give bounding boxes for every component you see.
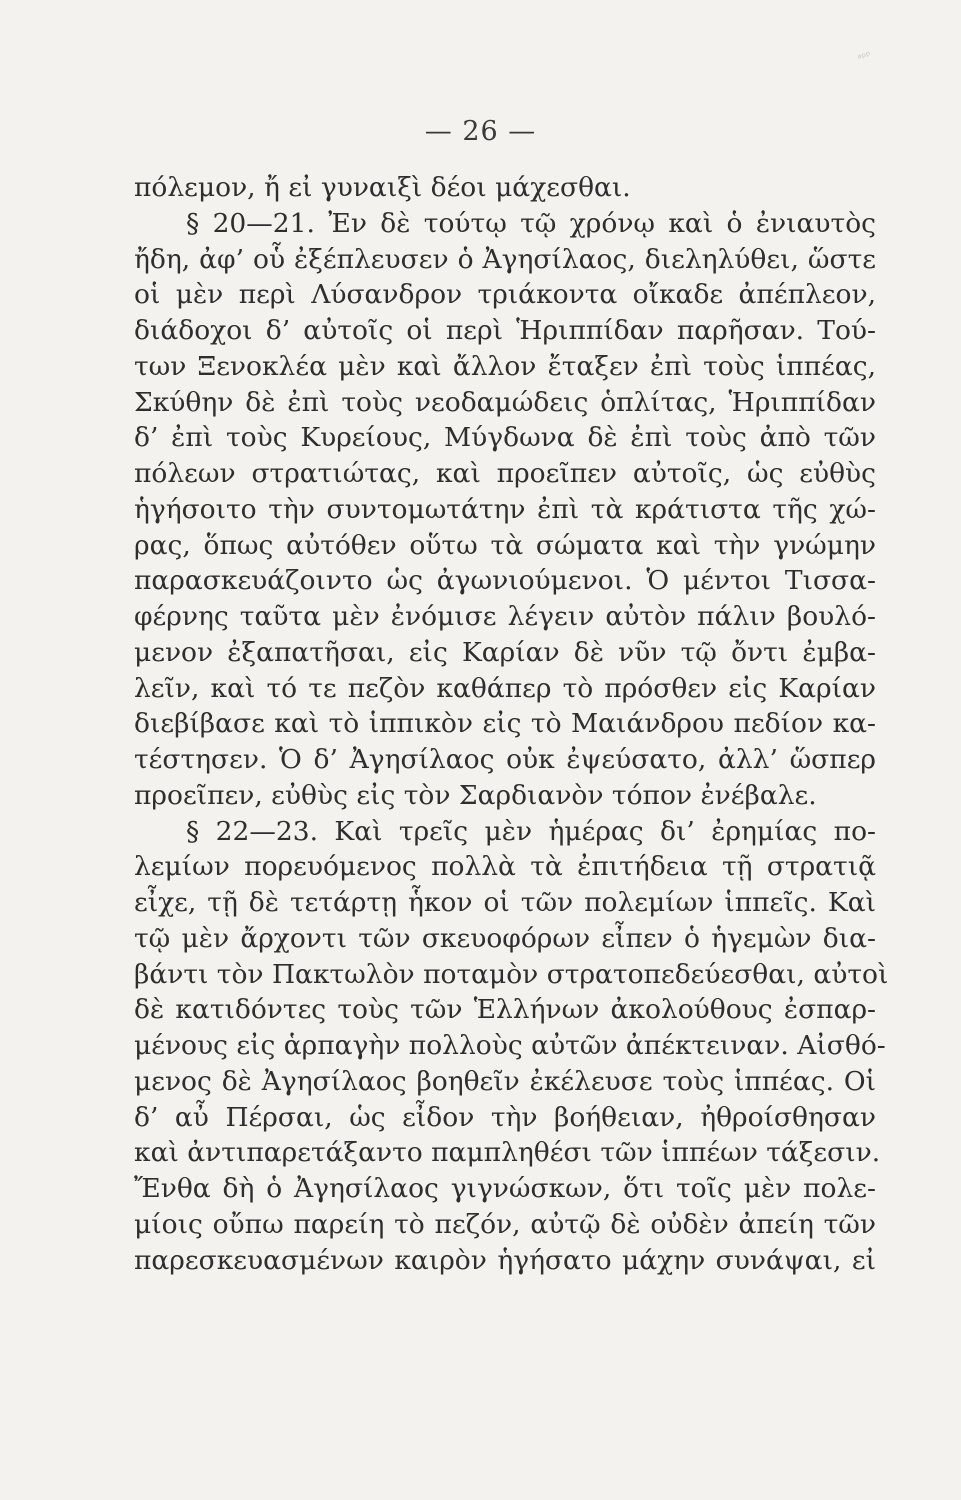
text-line: δ’ αὖ Πέρσαι, ὡς εἶδον τὴν βοήθειαν, ἠθροίσθησαν — [134, 1101, 876, 1133]
text-line: δ’ ἐπὶ τοὺς Κυρείους, Μύγδωνα δὲ ἐπὶ τοὺς ἀπὸ τῶν — [134, 422, 876, 454]
text-line: § 22—23. Καὶ τρεῖς μὲν ἡμέρας δι’ ἐρημίας πο- — [186, 815, 876, 847]
text-line: βάντι τὸν Πακτωλὸν ποταμὸν στρατοπεδεύεσθαι, αὐτοὶ — [134, 958, 889, 990]
page-number: — 26 — — [424, 116, 537, 147]
text-line: των Ξενοκλέα μὲν καὶ ἄλλον ἔταξεν ἐπὶ τοὺς ἱππέας, — [134, 350, 876, 382]
corner-mark: ᵃᵖᵖ — [855, 48, 873, 66]
text-line: εἶχε, τῇ δὲ τετάρτῃ ἧκον οἱ τῶν πολεμίων ἱππεῖς. Καὶ — [134, 887, 876, 918]
text-line: τῷ μὲν ἄρχοντι τῶν σκευοφόρων εἶπεν ὁ ἡγεμὼν δια- — [134, 922, 876, 954]
text-line: οἱ μὲν περὶ Λύσανδρον τριάκοντα οἴκαδε ἀπέπλεον, — [134, 279, 876, 311]
text-line: Ἔνθα δὴ ὁ Ἀγησίλαος γιγνώσκων, ὅτι τοῖς μὲν πολε- — [134, 1173, 876, 1204]
text-line: φέρνης ταῦτα μὲν ἐνόμισε λέγειν αὐτὸν πάλιν βουλό- — [134, 601, 876, 632]
text-line: λεμίων πορευόμενος πολλὰ τὰ ἐπιτήδεια τῇ στρατιᾷ — [134, 851, 876, 883]
text-line: λεῖν, καὶ τό τε πεζὸν καθάπερ τὸ πρόσθεν εἰς Καρίαν — [134, 672, 876, 704]
text-line: § 20—21. Ἐν δὲ τούτῳ τῷ χρόνῳ καὶ ὁ ἐνιαυτὸς — [186, 207, 876, 239]
text-line: τέστησεν. Ὁ δ’ Ἀγησίλαος οὐκ ἐψεύσατο, ἀλλ’ ὥσπερ — [134, 744, 876, 775]
text-line: μενος δὲ Ἀγησίλαος βοηθεῖν ἐκέλευσε τοὺς ἱππέας. Οἱ — [134, 1065, 876, 1097]
text-line: πόλεων στρατιώτας, καὶ προεῖπεν αὐτοῖς, ὡς εὐθὺς — [134, 458, 876, 489]
text-line: μένους εἰς ἁρπαγὴν πολλοὺς αὐτῶν ἀπέκτειναν. Αἰσθό- — [134, 1030, 886, 1061]
text-line: παρασκευάζοιντο ὡς ἀγωνιούμενοι. Ὁ μέντοι Τισσα- — [134, 565, 876, 597]
text-line: ἡγήσοιτο τὴν συντομωτάτην ἐπὶ τὰ κράτιστα τῆς χώ- — [134, 493, 876, 525]
text-line: ἤδη, ἀφ’ οὗ ἐξέπλευσεν ὁ Ἀγησίλαος, διεληλύθει, ὥστε — [134, 243, 876, 275]
text-line: δὲ κατιδόντες τοὺς τῶν Ἑλλήνων ἀκολούθους ἐσπαρ- — [134, 994, 876, 1026]
body-text — [134, 170, 889, 1278]
text-line: ρας, ὅπως αὐτόθεν οὕτω τὰ σώματα καὶ τὴν γνώμην — [134, 529, 876, 561]
text-line: Σκύθην δὲ ἐπὶ τοὺς νεοδαμώδεις ὁπλίτας, Ἡριππίδαν — [134, 386, 876, 418]
text-line: καὶ ἀντιπαρετάξαντο παμπληθέσι τῶν ἱππέων τάξεσιν. — [134, 1137, 881, 1169]
text-line: μενον ἐξαπατῆσαι, εἰς Καρίαν δὲ νῦν τῷ ὄντι ἐμβα- — [134, 636, 876, 668]
text-line: διάδοχοι δ’ αὐτοῖς οἱ περὶ Ἡριππίδαν παρῆσαν. Τού- — [134, 315, 876, 346]
text-line: διεβίβασε καὶ τὸ ἱππικὸν εἰς τὸ Μαιάνδρου πεδίον κα- — [134, 708, 876, 740]
text-line: πόλεμον, ἤ εἰ γυναιξὶ δέοι μάχεσθαι. — [134, 172, 631, 203]
text-line: προεῖπεν, εὐθὺς εἰς τὸν Σαρδιανὸν τόπον ἐνέβαλε. — [134, 779, 817, 811]
text-line: μίοις οὔπω παρείη τὸ πεζόν, αὐτῷ δὲ οὐδὲν ἀπείη τῶν — [134, 1208, 876, 1240]
text-line: παρεσκευασμένων καιρὸν ἡγήσατο μάχην συνάψαι, εἰ — [134, 1244, 876, 1276]
